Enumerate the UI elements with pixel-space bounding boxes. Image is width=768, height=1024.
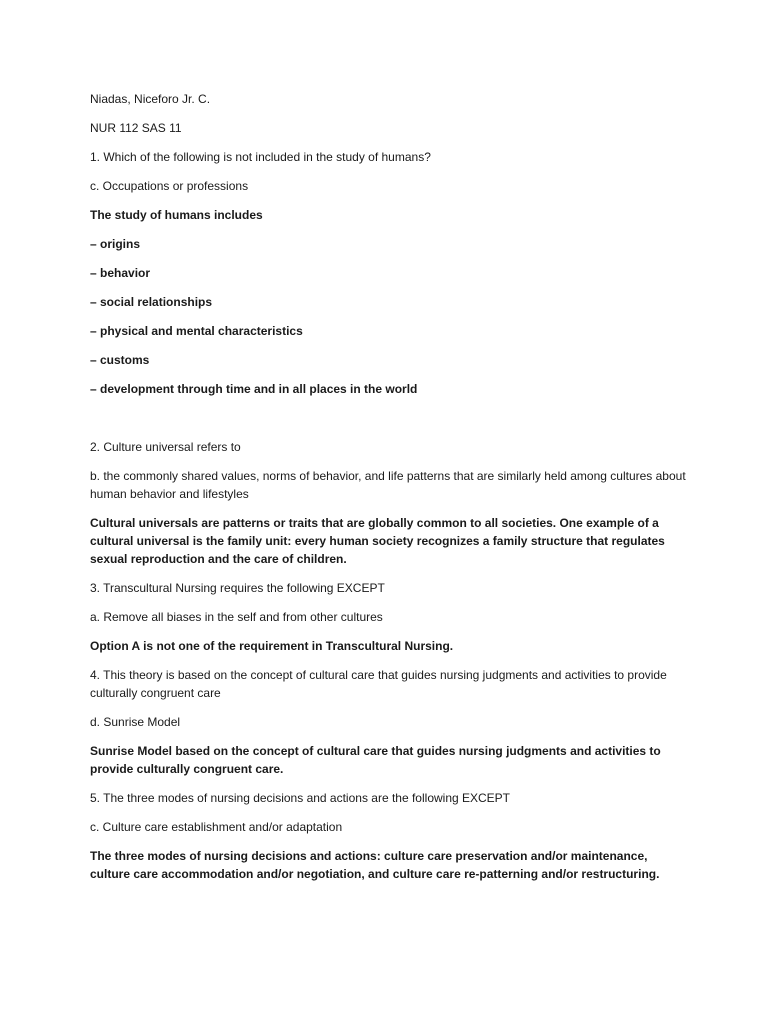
q1-answer: c. Occupations or professions <box>90 179 249 193</box>
q2-explanation: Cultural universals are patterns or traits that are globally common to all societies. One example of a cultural universal is the family unit: every human society recognizes a family structure that regulates sexual reproduction and the care of children. <box>90 516 665 566</box>
q3-question: 3. Transcultural Nursing requires the following EXCEPT <box>90 581 385 595</box>
q3-answer: a. Remove all biases in the self and from other cultures <box>90 610 383 624</box>
q1-explanation-intro: The study of humans includes <box>90 208 263 222</box>
q4-explanation: Sunrise Model based on the concept of cultural care that guides nursing judgments and activities to provide culturally congruent care. <box>90 744 661 776</box>
q1-question: 1. Which of the following is not included in the study of humans? <box>90 150 431 164</box>
student-name: Niadas, Niceforo Jr. C. <box>90 92 211 106</box>
q1-list-item: – customs <box>90 353 150 367</box>
course-code: NUR 112 SAS 11 <box>90 121 182 135</box>
q3-explanation: Option A is not one of the requirement in Transcultural Nursing. <box>90 639 454 653</box>
q5-answer: c. Culture care establishment and/or adaptation <box>90 820 343 834</box>
q1-list-item: – physical and mental characteristics <box>90 324 303 338</box>
q2-question: 2. Culture universal refers to <box>90 440 241 454</box>
q1-list-item: – behavior <box>90 266 151 280</box>
q2-answer: b. the commonly shared values, norms of behavior, and life patterns that are similarly held among cultures about human behavior and lifestyles <box>90 469 686 501</box>
q4-question: 4. This theory is based on the concept of cultural care that guides nursing judgments and activities to provide culturally congruent care <box>90 668 667 700</box>
q1-list-item: – origins <box>90 237 141 251</box>
q4-answer: d. Sunrise Model <box>90 715 181 729</box>
q5-explanation: The three modes of nursing decisions and actions: culture care preservation and/or maintenance, culture care accommodation and/or negotiation, and culture care re-patterning and/or restructuring. <box>90 849 660 881</box>
q5-question: 5. The three modes of nursing decisions and actions are the following EXCEPT <box>90 791 511 805</box>
q1-list-item: – development through time and in all places in the world <box>90 382 418 396</box>
section-gap <box>90 409 690 438</box>
document-page <box>90 90 690 894</box>
q1-list-item: – social relationships <box>90 295 213 309</box>
